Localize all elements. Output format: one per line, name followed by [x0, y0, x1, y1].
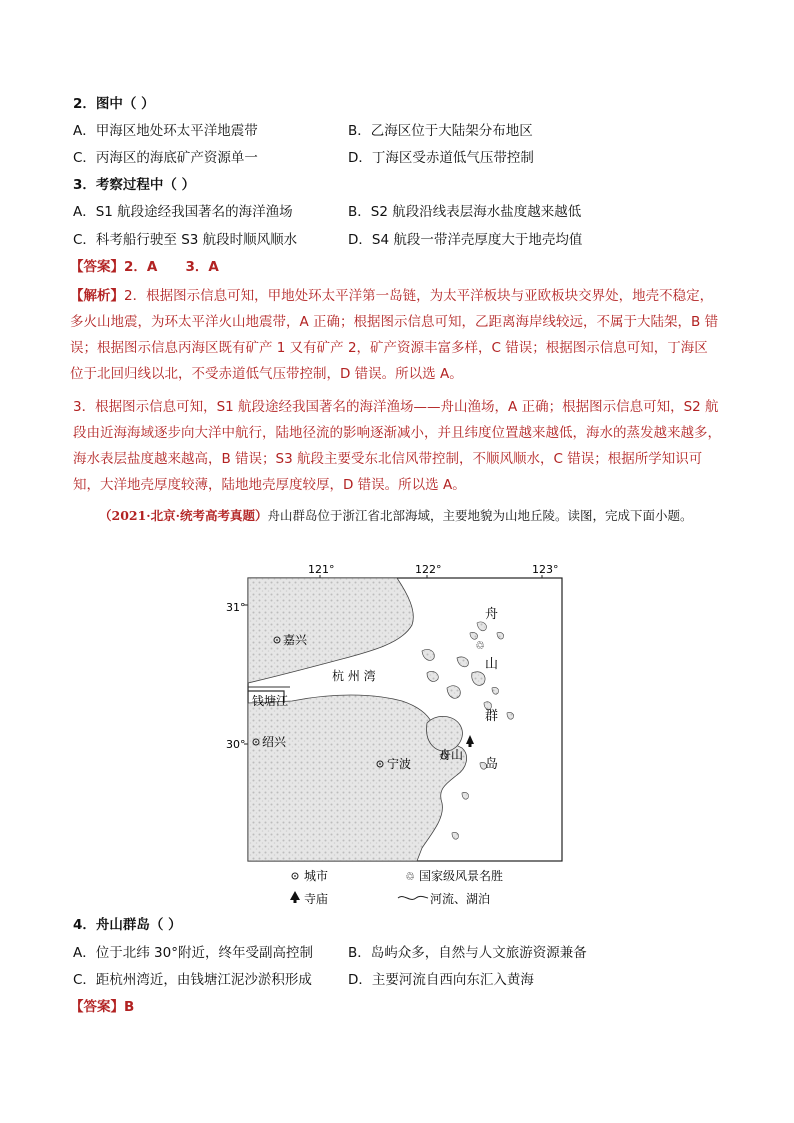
archipelago-char-4: 岛	[485, 757, 499, 772]
legend-river-label: 河流、湖泊	[430, 892, 491, 906]
qiantangjiang-label: 钱塘江	[252, 694, 289, 708]
q3-stem: 3．考察过程中（ ）	[73, 177, 196, 193]
ningbo-label: 宁波	[387, 757, 412, 771]
source-tag: （2021·北京·统考高考真题）	[99, 508, 268, 523]
archipelago-char-1: 舟	[485, 607, 499, 622]
legend-city-label: 城市	[304, 869, 329, 883]
lon-label-122: 122°	[415, 563, 442, 576]
q3-option-d: D．S4 航段一带洋壳厚度大于地壳均值	[348, 232, 583, 248]
archipelago-char-2: 山	[485, 657, 499, 672]
zhoushan-map	[222, 563, 567, 908]
q2-option-d: D．丁海区受赤道低气压带控制	[348, 150, 534, 166]
q4-option-d: D．主要河流自西向东汇入黄海	[348, 972, 534, 988]
shaoxing-label: 绍兴	[262, 735, 287, 749]
q3-option-c: C．科考船行驶至 S3 航段时顺风顺水	[73, 232, 298, 248]
legend-river-icon	[398, 896, 428, 899]
analysis-q2	[70, 283, 720, 387]
lat-label-30: 30°	[226, 738, 246, 751]
lat-label-31: 31°	[226, 601, 246, 614]
answer-text: 2．A 3．A	[124, 259, 219, 275]
hangzhouwan-label: 杭 州 湾	[332, 669, 376, 683]
q4-option-b: B．岛屿众多，自然与人文旅游资源兼备	[348, 945, 587, 961]
answer-label: 【答案】	[70, 259, 124, 275]
q2-option-b: B．乙海区位于大陆架分布地区	[348, 123, 533, 139]
legend-temple-label: 寺庙	[304, 892, 329, 906]
q2-option-c: C．丙海区的海底矿产资源单一	[73, 150, 258, 166]
lon-label-121: 121°	[308, 563, 335, 576]
material-intro	[73, 503, 723, 529]
zhoushan-label: 舟山	[439, 748, 464, 762]
answer-label-2: 【答案】	[70, 999, 124, 1015]
q4-option-c: C．距杭州湾近，由钱塘江泥沙淤积形成	[73, 972, 312, 988]
legend-temple-icon	[290, 891, 300, 900]
q2-option-a: A．甲海区地处环太平洋地震带	[73, 123, 258, 139]
answer-block-2	[70, 996, 134, 1018]
answer-block-1	[70, 256, 219, 278]
jiaxing-label: 嘉兴	[283, 633, 308, 647]
analysis-q2-text: 2．根据图示信息可知，甲地处环太平洋第一岛链，为太平洋板块与亚欧板块交界处，地壳不稳定，多火山地震，为环太平洋火山地震带，A 正确；根据图示信息可知，乙距离海岸线较远，不属于大陆架，B 错误；根据图示信息丙海区既有矿产 1 又有矿产 2，矿产资源丰富多样，C 错误；根据图示信息可知，丁海区位于北回归线以北，不受赤道低气压带控制，D 错误。所以选 A。	[70, 288, 719, 382]
analysis-label: 【解析】	[70, 288, 124, 304]
q4-stem: 4．舟山群岛（ ）	[73, 917, 182, 933]
intro-text: 舟山群岛位于浙江省北部海域，主要地貌为山地丘陵。读图，完成下面小题。	[267, 508, 693, 523]
lon-label-123: 123°	[532, 563, 559, 576]
q3-option-a: A．S1 航段途经我国著名的海洋渔场	[73, 204, 293, 220]
answer-text-2: B	[124, 999, 135, 1015]
q4-option-a: A．位于北纬 30°附近，终年受副高控制	[73, 945, 313, 961]
q3-option-b: B．S2 航段沿线表层海水盐度越来越低	[348, 204, 582, 220]
analysis-q3: 3．根据图示信息可知，S1 航段途经我国著名的海洋渔场——舟山渔场，A 正确；根据图示信息可知，S2 航段由近海海域逐步向大洋中航行，陆地径流的影响逐渐减小，并且纬度位置越来越低，海水的蒸发越来越多，海水表层盐度越来越高，B 错误；S3 航段主要受东北信风带控制，不顺风顺水，C 错误；根据所学知识可知，大洋地壳厚度较薄，陆地地壳厚度较厚，D 错误。所以选 A。	[73, 399, 721, 493]
archipelago-char-3: 群	[485, 709, 499, 724]
legend-scenic-icon: ♲	[405, 870, 415, 883]
scenic-marker: ♲	[475, 639, 485, 652]
q2-stem: 2．图中（ ）	[73, 96, 155, 112]
legend-scenic-label: 国家级风景名胜	[419, 869, 504, 883]
